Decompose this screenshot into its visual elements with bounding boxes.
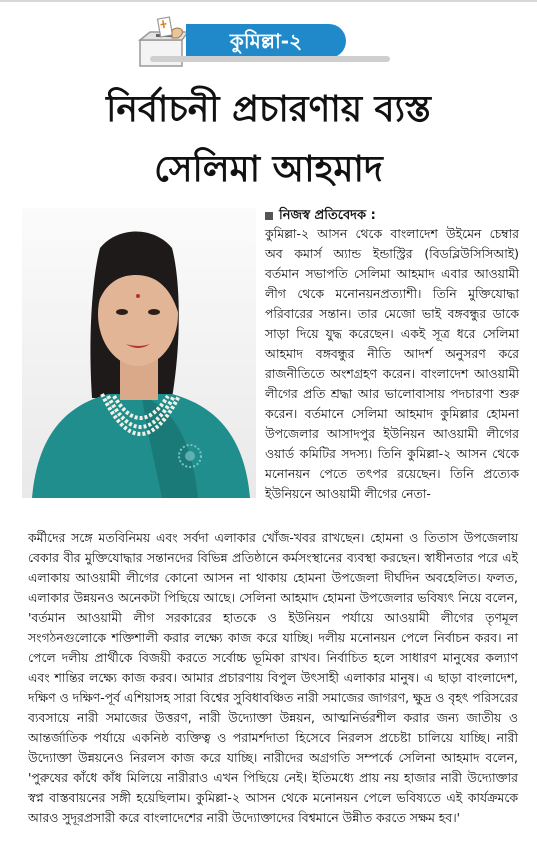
article-column-full [28, 528, 518, 828]
portrait-photo [22, 208, 256, 498]
headline-line-1: নির্বাচনী প্রচারণায় ব্যস্ত [106, 89, 431, 130]
section-underline [150, 56, 390, 62]
square-bullet-icon [265, 212, 273, 220]
headline-line-2: সেলিমা আহমাদ [154, 149, 383, 190]
article-column-right [265, 224, 519, 504]
top-rule [0, 0, 537, 2]
article-paragraph-2: কর্মীদের সঙ্গে মতবিনিময় এবং সর্বদা এলাকার খোঁজ-খবর রাখছেন। হোমনা ও তিতাস উপজেলায় বেকার বীর মুক্তিযোদ্ধার সন্তানদের বিভিন্ন প্রতিষ্ঠানে কর্মসংস্থানের ব্যবস্থা করছেন। স্বাধীনতার পরে এই এলাকায় আওয়ামী লীগের কোনো আসন না থাকায় হোমনা উপজেলা দীর্ঘদিন অবহেলিত। ফলত, এলাকার উন্নয়নও অনেকটা পিছিয়ে আছে। সেলিনা আহমাদ হোমনা উপজেলার ভবিষ্যৎ নিয়ে বলেন, 'বর্তমান আওয়ামী লীগ সরকারের হাতকে ও ইউনিয়ন পর্যায়ে আওয়ামী লীগের তৃণমূল সংগঠনগুলোকে শক্তিশালী করার লক্ষ্যে কাজ করে যাচ্ছি। দলীয় মনোনয়ন পেলে নির্বাচন করব। না পেলে দলীয় প্রার্থীকে বিজয়ী করতে সর্বোচ্চ ভূমিকা রাখব। নির্বাচিত হলে সাধারণ মানুষের কল্যাণ এবং শান্তির লক্ষ্যে কাজ করব। আমার প্রচারণায় বিপুল উৎসাহী এলাকার মানুষ। এ ছাড়া বাংলাদেশ, দক্ষিণ ও দক্ষিণ-পূর্ব এশিয়াসহ সারা বিশ্বের সুবিধাবঞ্চিত নারী সমাজের জাগরণ, ক্ষুদ্র ও বৃহৎ পরিসরের ব্যবসায়ে নারী সমাজের উত্তরণ, নারী উদ্যোক্তা উন্নয়ন, আত্মনির্ভরশীল করার জন্য জাতীয় ও আন্তর্জাতিক পর্যায়ে একনিষ্ঠ ব্যক্তিত্ব ও পরামর্শদাতা হিসেবে নিরলস প্রচেষ্টা চালিয়ে যাচ্ছি। নারী উদ্যোক্তা উন্নয়নেও নিরলস কাজ করে যাচ্ছি। নারীদের অগ্রগতি সম্পর্কে সেলিনা আহমাদ বলেন, 'পুরুষের কাঁধে কাঁধ মিলিয়ে নারীরাও এখন পিছিয়ে নেই। ইতিমধ্যে প্রায় নয় হাজার নারী উদ্যোক্তার স্বপ্ন বাস্তবায়নের সঙ্গী হয়েছিলাম। কুমিল্লা-২ আসন থেকে মনোনয়ন পেলে ভবিষ্যতে এই কার্যক্রমকে আরও সুদূরপ্রসারী করে বাংলাদেশের নারী উদ্যোক্তাদের বিশ্বমানে উন্নীত করতে সক্ষম হব।' [28, 530, 518, 825]
section-label: কুমিল্লা-২ [186, 24, 346, 58]
byline-text: নিজস্ব প্রতিবেদক : [279, 208, 376, 223]
article-paragraph-1: কুমিল্লা-২ আসন থেকে বাংলাদেশ উইমেন চেম্বার অব কমার্স অ্যান্ড ইন্ডাস্ট্রির (বিডব্লিউসিসিআই) বর্তমান সভাপতি সেলিমা আহমাদ এবার আওয়ামী লীগ থেকে মনোনয়নপ্রত্যাশী। তিনি মুক্তিযোদ্ধা পরিবারের সন্তান। তার মেজো ভাই বঙ্গবন্ধুর ডাকে সাড়া দিয়ে যুদ্ধ করেছেন। একই সূত্র ধরে সেলিমা আহমাদ বঙ্গবন্ধুর নীতি আদর্শ অনুসরণ করে রাজনীতিতে অংশগ্রহণ করেন। বাংলাদেশ আওয়ামী লীগের প্রতি শ্রদ্ধা আর ভালোবাসায় পদচারণা শুরু করেন। বর্তমানে সেলিমা আহমাদ কুমিল্লার হোমনা উপজেলার আসাদপুর ইউনিয়ন আওয়ামী লীগের ওয়ার্ড কমিটির সদস্য। তিনি কুমিল্লা-২ আসন থেকে মনোনয়ন পেতে তৎপর রয়েছেন। তিনি প্রত্যেক ইউনিয়নে আওয়ামী লীগের নেতা- [265, 226, 519, 501]
